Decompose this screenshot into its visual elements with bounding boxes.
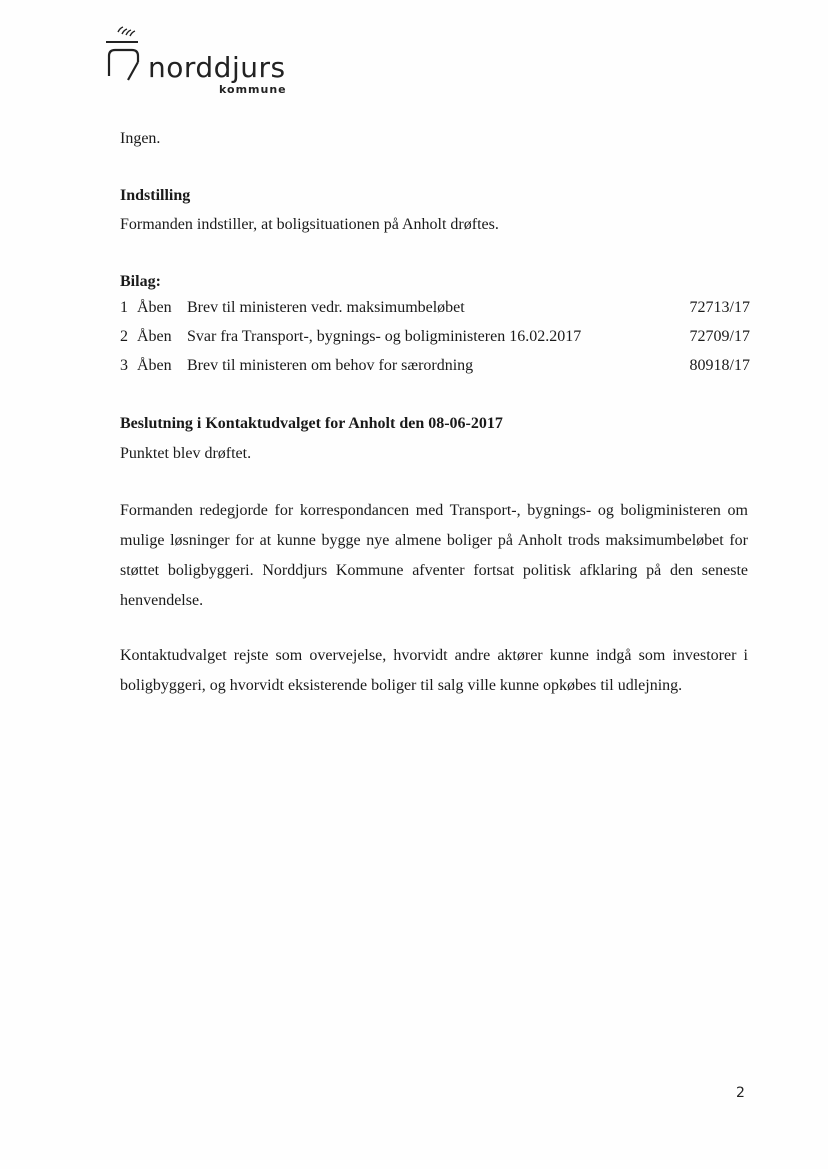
decision-heading: Beslutning i Kontaktudvalget for Anholt den 08-06-2017 [120,415,503,432]
attachment-number: 2 [120,328,128,345]
attachment-row [120,356,750,385]
logo-mark-icon [104,26,146,82]
attachment-title: Brev til ministeren om behov for særordning [187,357,474,374]
attachments-heading: Bilag: [120,273,161,290]
attachment-ref: 80918/17 [689,357,750,374]
paragraph-investors: Kontaktudvalget rejste som overvejelse, hvorvidt andre aktører kunne indgå som investorer i boligbyggeri, og hvorvidt eksisterende boliger til salg ville kunne opkøbes til udlejning. [120,647,748,694]
attachment-status: Åben [137,357,172,374]
attachment-number: 1 [120,299,128,316]
norddjurs-logo [104,26,304,98]
attachment-title: Svar fra Transport-, bygnings- og boligministeren 16.02.2017 [187,328,582,345]
paragraph-correspondence: Formanden redegjorde for korrespondancen med Transport-, bygnings- og boligministeren om mulige løsninger for at kunne bygge nye almene boliger på Anholt trods maksimumbeløbet for støttet boligbyggeri. Norddjurs Kommune afventer fortsat politisk afklaring på den seneste henvendelse. [120,502,748,609]
recommendation-text: Formanden indstiller, at boligsituationen på Anholt drøftes. [120,216,499,233]
attachment-number: 3 [120,357,128,374]
attachments-list [120,298,750,385]
attachment-ref: 72713/17 [689,299,750,316]
logo-subtitle: kommune [219,83,287,96]
decision-text: Punktet blev drøftet. [120,445,252,462]
attachment-status: Åben [137,328,172,345]
logo-name: norddjurs [148,51,286,84]
attachment-row [120,327,750,356]
intro-text: Ingen. [120,130,161,147]
attachment-row [120,298,750,327]
recommendation-heading: Indstilling [120,187,191,204]
attachment-status: Åben [137,299,172,316]
page-number: 2 [736,1085,745,1101]
attachment-ref: 72709/17 [689,328,750,345]
attachment-title: Brev til ministeren vedr. maksimumbeløbet [187,299,465,316]
